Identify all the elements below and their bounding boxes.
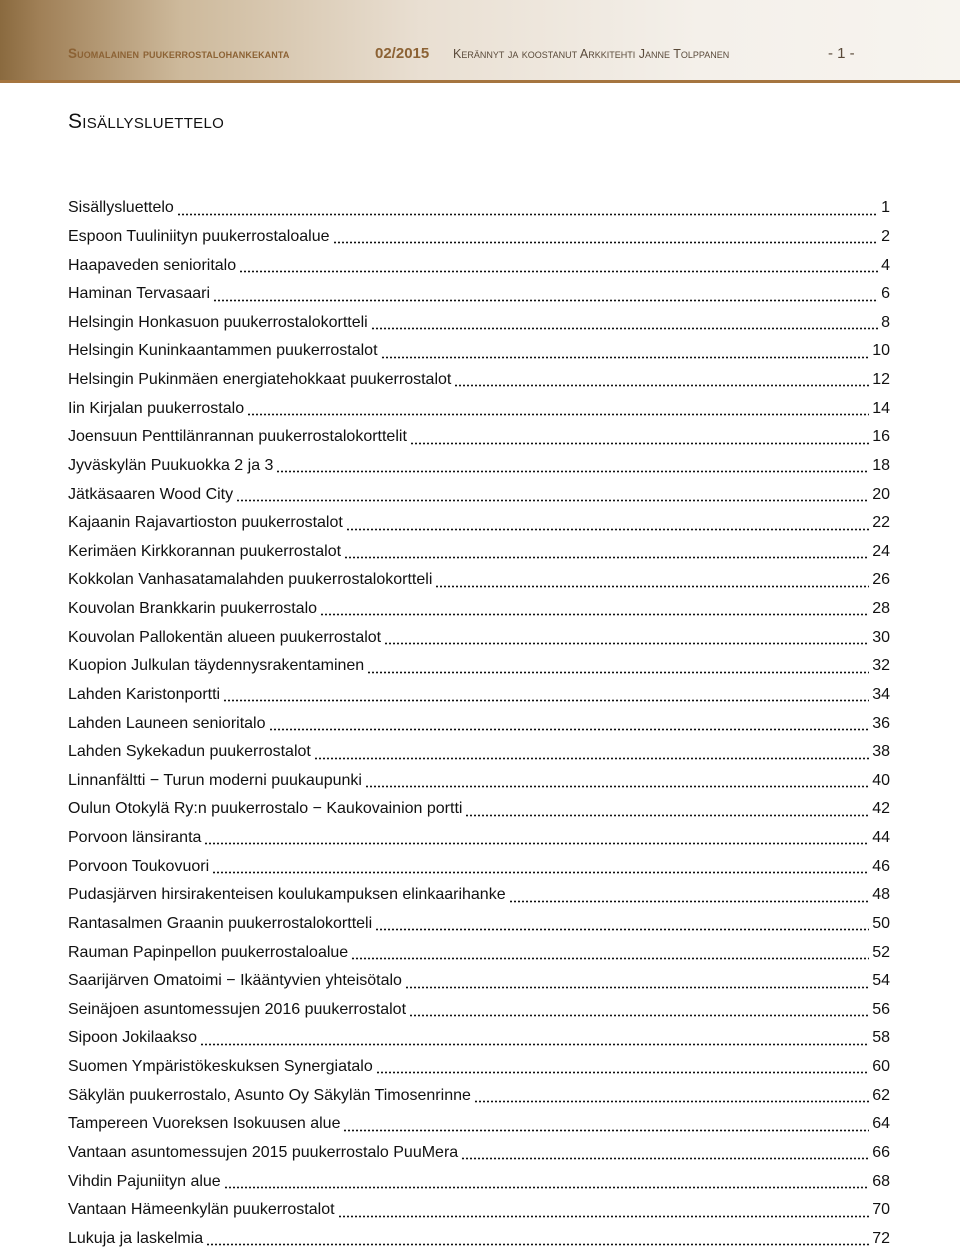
- toc-entry[interactable]: [68, 394, 890, 423]
- toc-entry-label: Tampereen Vuoreksen Isokuusen alue: [68, 1114, 340, 1134]
- toc-entry-page: 64: [872, 1114, 890, 1134]
- toc-entry-page: 32: [872, 656, 890, 676]
- toc-entry-page: 28: [872, 599, 890, 619]
- toc-dot-leader: [212, 871, 869, 874]
- toc-entry-page: 42: [872, 799, 890, 819]
- toc-entry-page: 54: [872, 971, 890, 991]
- toc-entry[interactable]: [68, 280, 890, 309]
- toc-entry-label: Haminan Tervasaari: [68, 284, 210, 304]
- toc-entry[interactable]: [68, 1053, 890, 1082]
- toc-entry[interactable]: [68, 824, 890, 853]
- toc-entry-page: 10: [872, 341, 890, 361]
- toc-dot-leader: [461, 1157, 869, 1160]
- toc-entry-label: Suomen Ympäristökeskuksen Synergiatalo: [68, 1057, 373, 1077]
- toc-entry-label: Haapaveden senioritalo: [68, 256, 236, 276]
- toc-entry-page: 70: [872, 1200, 890, 1220]
- toc-dot-leader: [320, 613, 869, 616]
- toc-entry-label: Pudasjärven hirsirakenteisen koulukampuksen elinkaarihanke: [68, 885, 506, 905]
- toc-entry-label: Lahden Launeen senioritalo: [68, 714, 266, 734]
- toc-entry-label: Saarijärven Omatoimi − Ikääntyvien yhteisötalo: [68, 971, 402, 991]
- toc-dot-leader: [474, 1100, 869, 1103]
- toc-entry[interactable]: [68, 967, 890, 996]
- toc-entry[interactable]: [68, 709, 890, 738]
- toc-dot-leader: [346, 528, 869, 531]
- toc-dot-leader: [276, 470, 869, 473]
- header-project-name: Suomalainen puukerrostalohankekanta: [68, 46, 289, 61]
- toc-entry-page: 50: [872, 914, 890, 934]
- page-header: [68, 46, 888, 70]
- toc-dot-leader: [200, 1043, 869, 1046]
- toc-entry-page: 58: [872, 1028, 890, 1048]
- toc-dot-leader: [375, 928, 869, 931]
- toc-entry-page: 6: [881, 284, 890, 304]
- toc-entry[interactable]: [68, 194, 890, 223]
- toc-entry[interactable]: [68, 881, 890, 910]
- toc-dot-leader: [247, 413, 869, 416]
- toc-entry-label: Jätkäsaaren Wood City: [68, 485, 233, 505]
- toc-entry[interactable]: [68, 309, 890, 338]
- toc-dot-leader: [269, 728, 870, 731]
- toc-entry-label: Kuopion Julkulan täydennysrakentaminen: [68, 656, 364, 676]
- toc-entry[interactable]: [68, 795, 890, 824]
- toc-entry-page: 46: [872, 857, 890, 877]
- toc-entry[interactable]: [68, 938, 890, 967]
- toc-entry-label: Rauman Papinpellon puukerrostaloalue: [68, 943, 348, 963]
- toc-entry-page: 72: [872, 1229, 890, 1249]
- toc-entry-page: 66: [872, 1143, 890, 1163]
- toc-entry[interactable]: [68, 1081, 890, 1110]
- header-page-number: - 1 -: [828, 45, 855, 62]
- toc-entry[interactable]: [68, 996, 890, 1025]
- toc-dot-leader: [338, 1215, 870, 1218]
- toc-entry-page: 2: [881, 227, 890, 247]
- toc-entry-label: Rantasalmen Graanin puukerrostalokortteli: [68, 914, 372, 934]
- toc-entry[interactable]: [68, 423, 890, 452]
- toc-entry-page: 62: [872, 1086, 890, 1106]
- toc-dot-leader: [410, 442, 869, 445]
- toc-entry-label: Iin Kirjalan puukerrostalo: [68, 399, 244, 419]
- toc-entry-page: 22: [872, 513, 890, 533]
- toc-dot-leader: [344, 556, 869, 559]
- toc-entry-page: 4: [881, 256, 890, 276]
- toc-entry-label: Jyväskylän Puukuokka 2 ja 3: [68, 456, 273, 476]
- toc-dot-leader: [371, 327, 878, 330]
- toc-entry-page: 40: [872, 771, 890, 791]
- toc-dot-leader: [409, 1014, 869, 1017]
- header-rule: [0, 80, 960, 83]
- toc-title: Sisällysluettelo: [68, 110, 224, 134]
- toc-entry-page: 60: [872, 1057, 890, 1077]
- toc-dot-leader: [223, 699, 869, 702]
- toc-dot-leader: [351, 957, 869, 960]
- toc-entry-label: Kokkolan Vanhasatamalahden puukerrostalokortteli: [68, 570, 432, 590]
- toc-dot-leader: [314, 757, 869, 760]
- toc-entry-label: Linnanfältti − Turun moderni puukaupunki: [68, 771, 362, 791]
- toc-entry-page: 38: [872, 742, 890, 762]
- toc-entry-label: Vantaan Hämeenkylän puukerrostalot: [68, 1200, 335, 1220]
- toc-entry-page: 44: [872, 828, 890, 848]
- toc-entry-label: Vantaan asuntomessujen 2015 puukerrostalo PuuMera: [68, 1143, 458, 1163]
- toc-entry[interactable]: [68, 223, 890, 252]
- toc-entry[interactable]: [68, 509, 890, 538]
- toc-dot-leader: [435, 585, 869, 588]
- toc-entry[interactable]: [68, 1225, 890, 1253]
- toc-dot-leader: [509, 900, 870, 903]
- toc-dot-leader: [333, 241, 879, 244]
- toc-entry-label: Lahden Karistonportti: [68, 685, 220, 705]
- toc-entry-label: Espoon Tuuliniityn puukerrostaloalue: [68, 227, 330, 247]
- toc-entry[interactable]: [68, 251, 890, 280]
- toc-entry-label: Vihdin Pajuniityn alue: [68, 1172, 221, 1192]
- toc-dot-leader: [239, 270, 878, 273]
- toc-entry[interactable]: [68, 681, 890, 710]
- toc-dot-leader: [365, 785, 869, 788]
- toc-entry[interactable]: [68, 1196, 890, 1225]
- toc-dot-leader: [236, 499, 869, 502]
- toc-dot-leader: [177, 213, 878, 216]
- toc-entry-label: Kajaanin Rajavartioston puukerrostalot: [68, 513, 343, 533]
- toc-entry-page: 20: [872, 485, 890, 505]
- toc-entry[interactable]: [68, 366, 890, 395]
- toc-entry-page: 68: [872, 1172, 890, 1192]
- toc-entry[interactable]: [68, 1024, 890, 1053]
- toc-dot-leader: [405, 986, 869, 989]
- toc-list: [68, 194, 890, 1253]
- toc-entry-page: 1: [881, 198, 890, 218]
- toc-entry-page: 18: [872, 456, 890, 476]
- toc-entry-label: Joensuun Penttilänrannan puukerrostalokorttelit: [68, 427, 407, 447]
- toc-entry-label: Säkylän puukerrostalo, Asunto Oy Säkylän Timosenrinne: [68, 1086, 471, 1106]
- toc-entry-page: 16: [872, 427, 890, 447]
- toc-entry-label: Porvoon länsiranta: [68, 828, 201, 848]
- toc-entry-label: Kouvolan Pallokentän alueen puukerrostalot: [68, 628, 381, 648]
- toc-entry-label: Lahden Sykekadun puukerrostalot: [68, 742, 311, 762]
- toc-entry-label: Kerimäen Kirkkorannan puukerrostalot: [68, 542, 341, 562]
- toc-entry[interactable]: [68, 1139, 890, 1168]
- toc-entry-page: 8: [881, 313, 890, 333]
- toc-entry[interactable]: [68, 337, 890, 366]
- toc-entry[interactable]: [68, 452, 890, 481]
- toc-entry-label: Porvoon Toukovuori: [68, 857, 209, 877]
- toc-entry-page: 12: [872, 370, 890, 390]
- toc-entry-page: 56: [872, 1000, 890, 1020]
- toc-dot-leader: [454, 384, 869, 387]
- toc-entry[interactable]: [68, 738, 890, 767]
- toc-entry-label: Helsingin Honkasuon puukerrostalokortteli: [68, 313, 368, 333]
- toc-entry-page: 30: [872, 628, 890, 648]
- toc-entry-label: Lukuja ja laskelmia: [68, 1229, 203, 1249]
- toc-dot-leader: [204, 842, 869, 845]
- toc-entry[interactable]: [68, 538, 890, 567]
- toc-entry[interactable]: [68, 480, 890, 509]
- toc-entry-label: Helsingin Kuninkaantammen puukerrostalot: [68, 341, 378, 361]
- toc-dot-leader: [376, 1071, 869, 1074]
- toc-entry-label: Oulun Otokylä Ry:n puukerrostalo − Kaukovainion portti: [68, 799, 462, 819]
- toc-entry-label: Sisällysluettelo: [68, 198, 174, 218]
- toc-dot-leader: [381, 356, 870, 359]
- header-date: 02/2015: [375, 45, 429, 62]
- toc-entry[interactable]: [68, 852, 890, 881]
- toc-entry[interactable]: [68, 910, 890, 939]
- header-author: Kerännyt ja koostanut Arkkitehti Janne Tolppanen: [453, 47, 729, 61]
- toc-dot-leader: [343, 1129, 869, 1132]
- toc-entry[interactable]: [68, 1167, 890, 1196]
- toc-entry-label: Sipoon Jokilaakso: [68, 1028, 197, 1048]
- toc-dot-leader: [206, 1243, 869, 1246]
- toc-entry-page: 52: [872, 943, 890, 963]
- toc-entry-page: 34: [872, 685, 890, 705]
- toc-entry-label: Seinäjoen asuntomessujen 2016 puukerrostalot: [68, 1000, 406, 1020]
- toc-entry-label: Helsingin Pukinmäen energiatehokkaat puukerrostalot: [68, 370, 451, 390]
- toc-dot-leader: [213, 299, 878, 302]
- toc-entry[interactable]: [68, 595, 890, 624]
- toc-entry-page: 48: [872, 885, 890, 905]
- toc-entry[interactable]: [68, 767, 890, 796]
- toc-entry[interactable]: [68, 652, 890, 681]
- toc-entry[interactable]: [68, 623, 890, 652]
- toc-entry-page: 26: [872, 570, 890, 590]
- toc-entry-label: Kouvolan Brankkarin puukerrostalo: [68, 599, 317, 619]
- toc-dot-leader: [224, 1186, 870, 1189]
- toc-entry[interactable]: [68, 566, 890, 595]
- toc-dot-leader: [465, 814, 869, 817]
- toc-entry[interactable]: [68, 1110, 890, 1139]
- toc-entry-page: 36: [872, 714, 890, 734]
- toc-entry-page: 14: [872, 399, 890, 419]
- toc-entry-page: 24: [872, 542, 890, 562]
- toc-dot-leader: [367, 671, 869, 674]
- toc-dot-leader: [384, 642, 869, 645]
